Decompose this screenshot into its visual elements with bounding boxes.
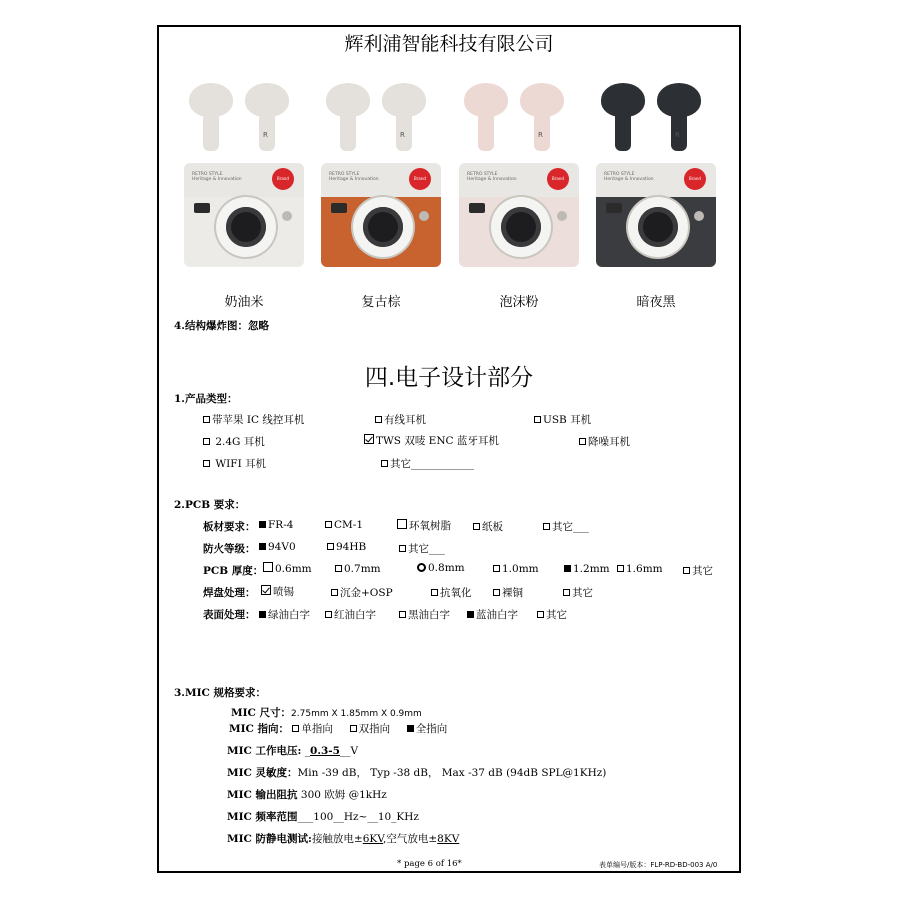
checkbox-icon [543, 523, 550, 530]
mic-frequency-row: MIC 频率范围___100__Hz~__10_KHz [227, 811, 419, 823]
earbud-left [189, 83, 233, 149]
surface-black[interactable]: 黑油白字 [399, 607, 450, 622]
earbud-left [601, 83, 645, 149]
lens-icon [501, 207, 541, 247]
fire-94v0[interactable]: 94V0 [259, 541, 296, 553]
filled-checkbox-icon [259, 611, 266, 618]
option-tws[interactable]: TWS 双唛 ENC 蓝牙耳机 [364, 433, 499, 448]
thickness-06[interactable]: 0.6mm [263, 562, 312, 575]
page-number: * page 6 of 16* [397, 859, 462, 869]
surface-red[interactable]: 红油白字 [325, 607, 376, 622]
thickness-07[interactable]: 0.7mm [335, 563, 381, 575]
charging-case: RETRO STYLE Heritage & Innovation Brand [596, 163, 716, 267]
option-apple-ic[interactable]: 带苹果 IC 线控耳机 [203, 412, 304, 427]
checkbox-icon [263, 562, 273, 572]
fire-other[interactable]: 其它___ [399, 541, 445, 556]
option-wired[interactable]: 有线耳机 [375, 412, 426, 427]
filled-checkbox-icon [407, 725, 414, 732]
charging-case: RETRO STYLE Heritage & Innovation Brand [184, 163, 304, 267]
checkbox-icon [203, 438, 210, 445]
earbud-right: R [382, 83, 426, 149]
checkbox-icon [292, 725, 299, 732]
mic-sensitivity-row: MIC 灵敏度：Min -39 dB， Typ -38 dB， Max -37 dB (94dB SPL@1KHz) [227, 767, 607, 779]
charging-case: RETRO STYLE Heritage & Innovation Brand [459, 163, 579, 267]
surface-green[interactable]: 绿油白字 [259, 607, 310, 622]
checkbox-icon [397, 519, 407, 529]
thickness-label: PCB 厚度： [203, 565, 264, 577]
checkbox-icon [399, 545, 406, 552]
pad-label: 焊盘处理： [203, 587, 256, 599]
checkbox-icon [493, 589, 500, 596]
material-cm1[interactable]: CM-1 [325, 519, 363, 531]
mic-impedance-row: MIC 输出阻抗 300 欧姆 @1kHz [227, 789, 387, 801]
material-fr4[interactable]: FR-4 [259, 519, 293, 531]
section-title: 四.电子设计部分 [364, 365, 534, 391]
dir-omni[interactable]: 全指向 [407, 723, 448, 735]
surface-blue[interactable]: 蓝油白字 [467, 607, 518, 622]
product-name: 暗夜黑 [636, 295, 676, 310]
product-name: 复古棕 [361, 295, 401, 310]
lens-icon [363, 207, 403, 247]
pad-hasl[interactable]: 喷锡 [261, 584, 294, 599]
dir-dual[interactable]: 双指向 [350, 723, 391, 735]
pad-antiox[interactable]: 抗氧化 [431, 585, 472, 600]
brand-logo-icon: Brand [684, 168, 706, 190]
option-usb[interactable]: USB 耳机 [534, 412, 591, 427]
earbud-left [326, 83, 370, 149]
brand-logo-icon: Brand [409, 168, 431, 190]
brand-logo-icon: Brand [272, 168, 294, 190]
material-paper[interactable]: 纸板 [473, 519, 503, 534]
filled-checkbox-icon [467, 611, 474, 618]
product-brown [316, 79, 446, 329]
checkbox-icon [563, 589, 570, 596]
checkbox-icon [534, 416, 541, 423]
product-pink [454, 79, 584, 329]
material-epoxy[interactable]: 环氧树脂 [397, 518, 451, 533]
surface-other[interactable]: 其它 [537, 607, 567, 622]
checked-checkbox-icon [261, 585, 271, 595]
brand-logo-icon: Brand [547, 168, 569, 190]
pad-enig[interactable]: 沉金+OSP [331, 585, 393, 600]
pcb-heading: 2.PCB 要求： [174, 499, 246, 511]
mic-direction-row: MIC 指向： 单指向 双指向 全指向 [229, 723, 448, 735]
checkbox-icon [683, 567, 690, 574]
checkbox-icon [537, 611, 544, 618]
thickness-10[interactable]: 1.0mm [493, 563, 539, 575]
company-name: 辉利浦智能科技有限公司 [344, 33, 554, 55]
checkbox-icon [579, 438, 586, 445]
mic-size-row: MIC 尺寸：2.75mm X 1.85mm X 0.9mm [231, 707, 422, 719]
fire-label: 防火等级： [203, 543, 256, 555]
fire-94hb[interactable]: 94HB [327, 541, 366, 553]
checkbox-icon [431, 589, 438, 596]
checkbox-icon [335, 565, 342, 572]
page-frame [157, 25, 741, 873]
option-24g[interactable]: 2.4G 耳机 [203, 434, 265, 449]
checkbox-icon [381, 460, 388, 467]
checkbox-icon [399, 611, 406, 618]
checkbox-icon [327, 543, 334, 550]
earbud-right: R [520, 83, 564, 149]
material-label: 板材要求： [203, 521, 256, 533]
product-type-heading: 1.产品类型： [174, 393, 238, 405]
radio-selected-icon [417, 563, 426, 572]
material-other[interactable]: 其它___ [543, 519, 589, 534]
thickness-12[interactable]: 1.2mm [564, 563, 610, 575]
earbud-left [464, 83, 508, 149]
thickness-other[interactable]: 其它 [683, 563, 713, 578]
checkbox-icon [203, 460, 210, 467]
mic-voltage-row: MIC 工作电压: _0.3-5__V [227, 745, 359, 757]
section-4-heading: 4.结构爆炸图：忽略 [174, 320, 269, 332]
thickness-08[interactable]: 0.8mm [417, 562, 465, 574]
product-cream [179, 79, 309, 329]
checked-checkbox-icon [364, 434, 374, 444]
charging-case: RETRO STYLE Heritage & Innovation Brand [321, 163, 441, 267]
checkbox-icon [325, 521, 332, 528]
surface-label: 表面处理： [203, 609, 256, 621]
filled-checkbox-icon [259, 521, 266, 528]
checkbox-icon [325, 611, 332, 618]
earbud-right: R [657, 83, 701, 149]
earbud-right: R [245, 83, 289, 149]
lens-icon [638, 207, 678, 247]
option-anc[interactable]: 降噪耳机 [579, 434, 630, 449]
checkbox-icon [375, 416, 382, 423]
pad-other[interactable]: 其它 [563, 585, 593, 600]
option-wifi[interactable]: WIFI 耳机 [203, 456, 266, 471]
lens-icon [226, 207, 266, 247]
option-other[interactable]: 其它____________ [381, 456, 474, 471]
product-black [591, 79, 721, 329]
dir-single[interactable]: 单指向 [292, 723, 333, 735]
product-name: 奶油米 [224, 295, 264, 310]
pad-bare[interactable]: 裸铜 [493, 585, 523, 600]
checkbox-icon [493, 565, 500, 572]
form-number: 表单编号/版本：FLP-RD-BD-003 A/0 [599, 861, 718, 869]
mic-esd-row: MIC 防静电测试:接触放电±6KV,空气放电±8KV [227, 833, 460, 845]
checkbox-icon [350, 725, 357, 732]
mic-heading: 3.MIC 规格要求： [174, 687, 267, 699]
checkbox-icon [331, 589, 338, 596]
checkbox-icon [473, 523, 480, 530]
thickness-16[interactable]: 1.6mm [617, 563, 663, 575]
checkbox-icon [617, 565, 624, 572]
product-name: 泡沫粉 [499, 295, 539, 310]
filled-checkbox-icon [564, 565, 571, 572]
checkbox-icon [203, 416, 210, 423]
filled-checkbox-icon [259, 543, 266, 550]
